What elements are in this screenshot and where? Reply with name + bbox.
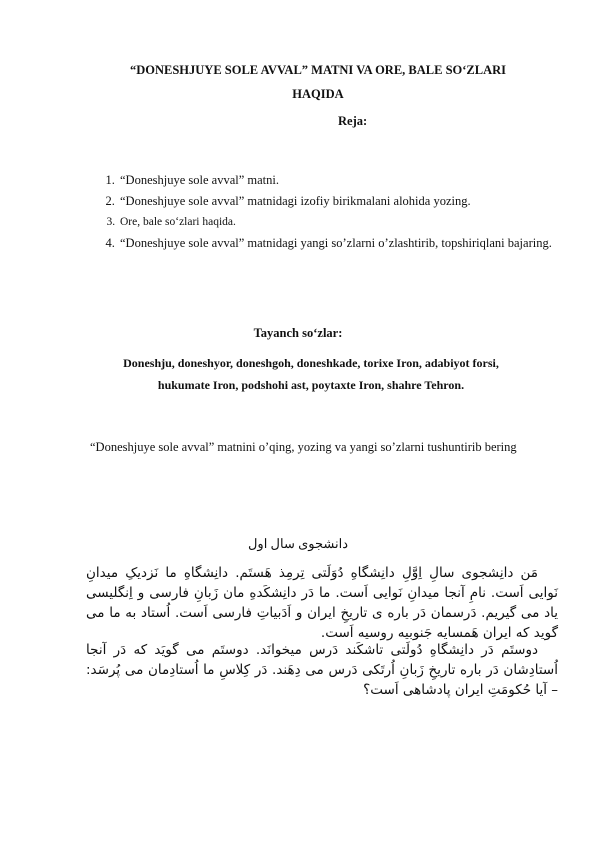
plan-list bbox=[96, 170, 576, 254]
plan-item: 2. “Doneshjuye sole avval” matnidagi izofiy birikmalani alohida yozing. bbox=[118, 191, 576, 212]
task-text: “Doneshjuye sole avval” matnini o’qing, yozing va yangi so’zlarni tushuntirib bering bbox=[90, 440, 517, 454]
document-title-line2: HAQIDA bbox=[292, 87, 344, 101]
key-words-text: Doneshju, doneshyor, doneshgoh, doneshkade, torixe Iron, adabiyot forsi, hukumate Iron, podshohi ast, poytaxte Iron, shahre Tehron. bbox=[123, 356, 499, 392]
document-title-line1: “DONESHJUYE SOLE AVVAL” MATNI VA ORE, BALE SO‘ZLARI bbox=[129, 63, 507, 77]
plan-item: 3. Ore, bale so‘zlari haqida. bbox=[118, 212, 576, 233]
plan-heading: Reja: bbox=[338, 114, 368, 128]
plan-item: 1. “Doneshjuye sole avval” matni. bbox=[118, 170, 576, 191]
persian-paragraph-1: مَن دانِشجوی سالِ اِوَّلِ دانِشگاهِ دُوَلَتی تِرمِذ هَستَم. دانِشگاهِ ما نَزدیکِ میدانِ نَوایی اَست. نامِ آنجا میدانِ نَوایی اَست. ما دَر دانِشکَدهِ مان زَبانِ فارسی و اِنگلیسی یاد می گیریم. دَرسمان دَر باره ی تاریخِ ایران و اَدَبیاتِ فارسی اَست. اُستاد به ما می گوید که ایران هَمسایه جَنوبیه روسیه اَست. bbox=[86, 565, 558, 641]
persian-paragraph-2: دوستَم دَر دانِشگاهِ دُولَتی تاشکَند دَرس میخوانَد. دوستَم می گویَد که دَر آنجا اُستادِشان دَر باره تاریخِ زَبانِ اُرتَکی دَرس می دِهَند. دَر کِلاسِ ما اُستادِمان می پُرسَد: – آیا حُکومَتِ ایران پادشاهی اَست؟ bbox=[86, 642, 558, 698]
document-title bbox=[80, 58, 556, 106]
persian-text-title: دانشجوی سال اول bbox=[247, 536, 349, 551]
key-words-heading: Tayanch so‘zlar: bbox=[253, 326, 343, 340]
plan-item: 4. “Doneshjuye sole avval” matnidagi yangi so’zlarni o’zlashtirib, topshiriqlani bajaring. bbox=[118, 233, 576, 254]
